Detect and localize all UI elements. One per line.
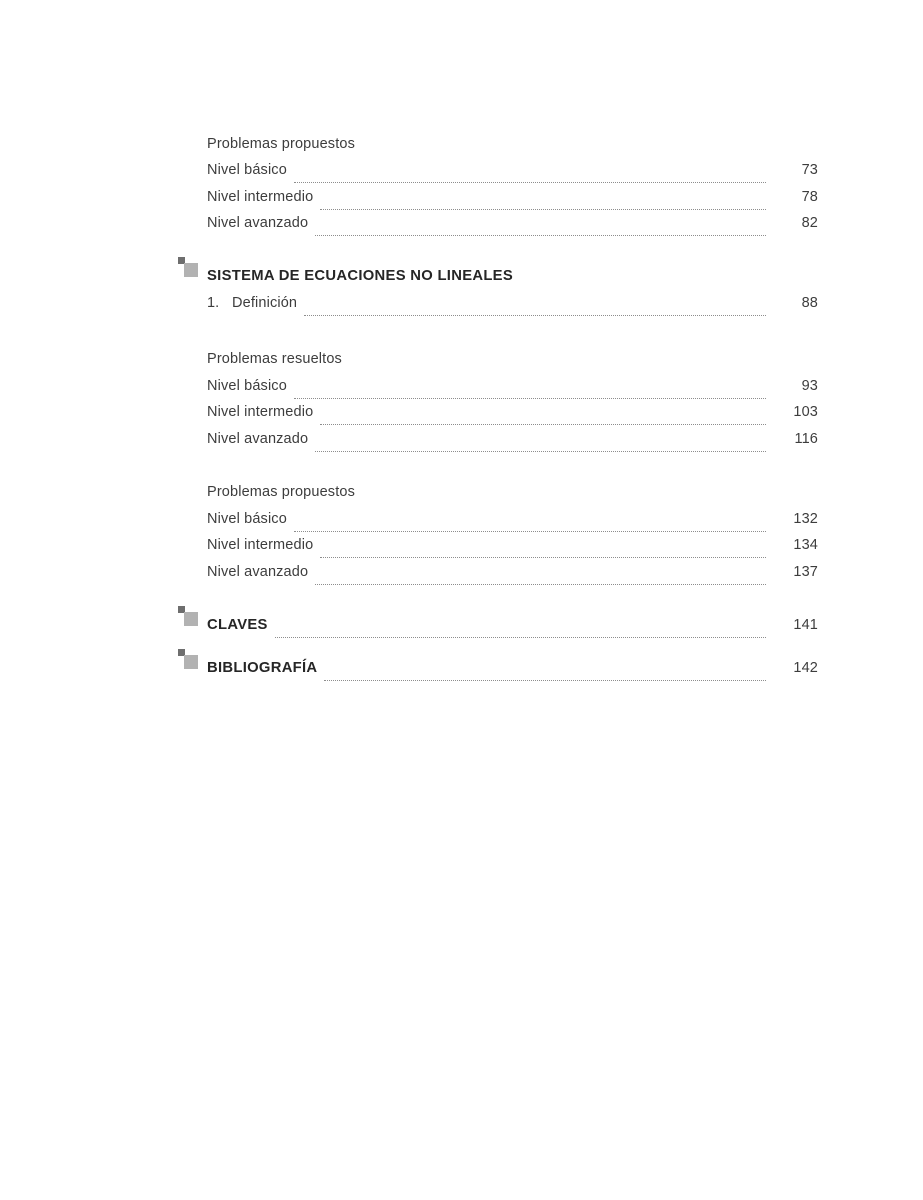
toc-entry-label: Nivel básico: [207, 378, 287, 394]
dotted-leader: [320, 423, 766, 425]
toc-page-number: 141: [793, 617, 818, 633]
toc-page-number: 137: [793, 564, 818, 580]
toc-entry-row[interactable]: [178, 162, 818, 186]
toc-entry-label: Nivel avanzado: [207, 564, 309, 580]
list-marker: 1.: [207, 295, 220, 311]
dotted-leader: [324, 679, 766, 681]
toc-entry-label: Nivel intermedio: [207, 537, 314, 553]
toc-group-heading-row: [178, 351, 818, 375]
toc-entry-label: Problemas propuestos: [207, 484, 355, 500]
dotted-leader: [294, 397, 766, 399]
dotted-leader: [294, 530, 766, 532]
dotted-leader: [304, 314, 766, 316]
dotted-leader: [275, 636, 766, 638]
toc-entry-label: Nivel avanzado: [207, 215, 309, 231]
dotted-leader: [315, 583, 766, 585]
toc-entry-label: Problemas propuestos: [207, 136, 355, 152]
toc-entry-label: SISTEMA DE ECUACIONES NO LINEALES: [207, 268, 514, 284]
toc-entry-label: Nivel básico: [207, 511, 287, 527]
toc-entry-label: Nivel intermedio: [207, 189, 314, 205]
toc-section-row[interactable]: [178, 660, 818, 684]
toc-section-row[interactable]: [178, 617, 818, 641]
toc-page-number: 93: [801, 378, 818, 394]
toc-entry-row[interactable]: [178, 564, 818, 588]
toc-section-row: [178, 268, 818, 292]
dotted-leader: [315, 234, 766, 236]
toc-page-number: 88: [801, 295, 818, 311]
toc-entry-row[interactable]: [178, 378, 818, 402]
toc-entry-label: Nivel avanzado: [207, 431, 309, 447]
icon-square-dark: [178, 257, 185, 264]
toc-page-number: 116: [794, 431, 818, 447]
toc-group-heading-row: [178, 484, 818, 508]
toc-entry-label: CLAVES: [207, 617, 268, 633]
icon-square-light: [184, 655, 198, 669]
dotted-leader: [294, 181, 766, 183]
icon-square-light: [184, 612, 198, 626]
dotted-leader: [320, 208, 766, 210]
toc-entry-label: Nivel intermedio: [207, 404, 314, 420]
toc-entry-row[interactable]: [178, 404, 818, 428]
toc-group-heading-row: [178, 136, 818, 160]
icon-square-dark: [178, 606, 185, 613]
toc-entry-label: Problemas resueltos: [207, 351, 342, 367]
toc-page-number: 73: [801, 162, 818, 178]
section-square-icon: [178, 257, 202, 281]
toc-entry-row[interactable]: [178, 537, 818, 561]
toc-entry-label: Nivel básico: [207, 162, 287, 178]
dotted-leader: [320, 556, 766, 558]
toc-page-number: 132: [793, 511, 818, 527]
toc-page-number: 103: [793, 404, 818, 420]
toc-entry-label: BIBLIOGRAFÍA: [207, 660, 318, 676]
toc-page-number: 134: [793, 537, 818, 553]
toc-entry-row[interactable]: [178, 215, 818, 239]
toc-page-number: 78: [801, 189, 818, 205]
toc-entry-row[interactable]: [178, 511, 818, 535]
icon-square-light: [184, 263, 198, 277]
toc-page-number: 142: [793, 660, 818, 676]
toc-entry-label: Definición: [232, 295, 298, 311]
section-square-icon: [178, 649, 202, 673]
toc-page-number: 82: [801, 215, 818, 231]
dotted-leader: [315, 450, 766, 452]
toc-numbered-row[interactable]: [178, 295, 818, 319]
toc-entry-row[interactable]: [178, 189, 818, 213]
toc-entry-row[interactable]: [178, 431, 818, 455]
section-square-icon: [178, 606, 202, 630]
icon-square-dark: [178, 649, 185, 656]
